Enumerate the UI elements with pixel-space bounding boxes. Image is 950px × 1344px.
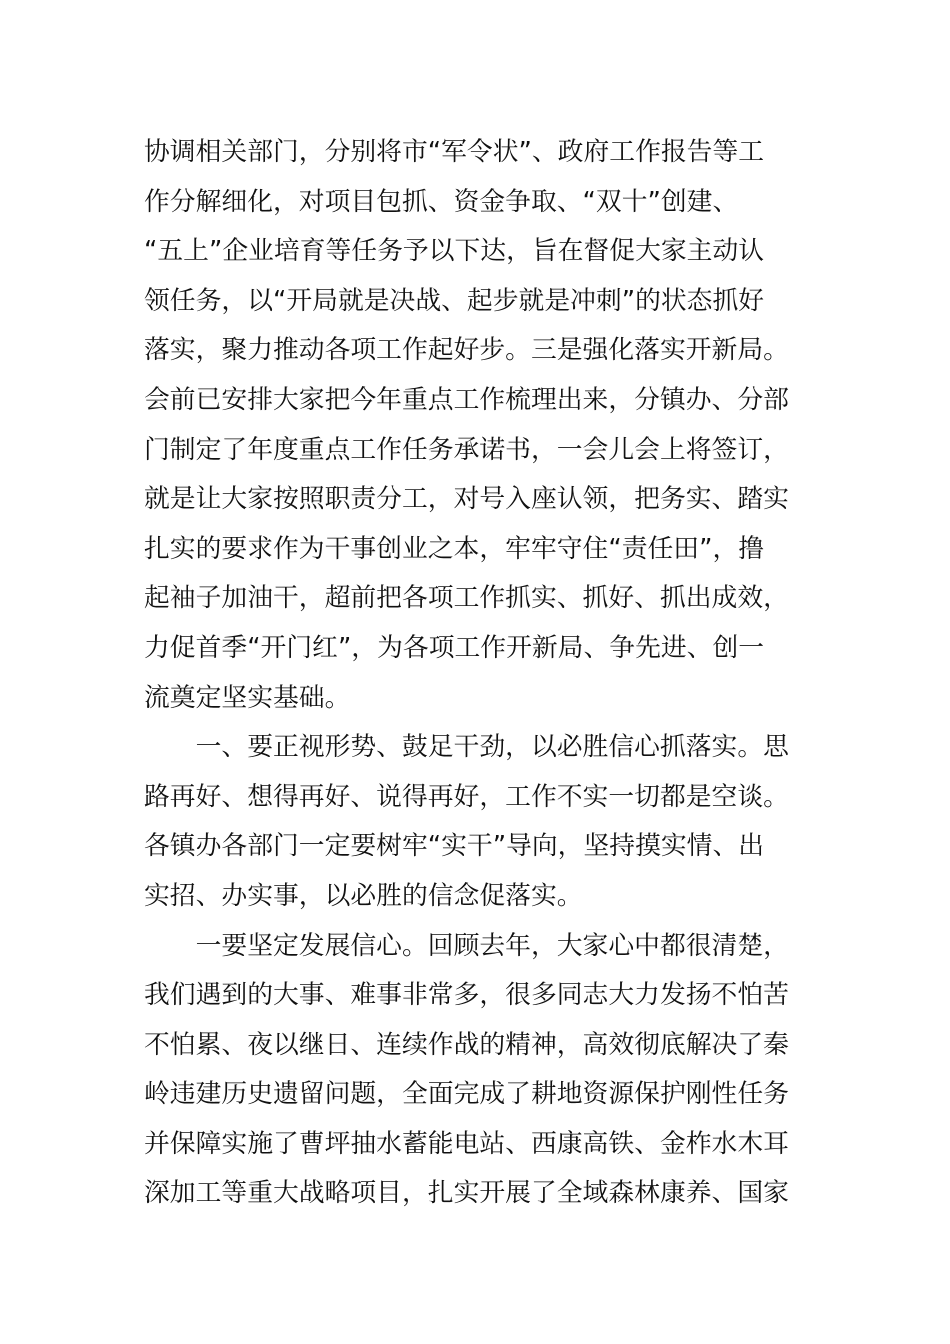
text-line: 会前已安排大家把今年重点工作梳理出来，分镇办、分部 (144, 384, 789, 415)
text-line: 并保障实施了曹坪抽水蓄能电站、西康高铁、金柞水木耳 (144, 1128, 789, 1159)
text-line: 就是让大家按照职责分工，对号入座认领，把务实、踏实 (144, 484, 789, 515)
text-line: 不怕累、夜以继日、连续作战的精神，高效彻底解决了秦 (144, 1029, 789, 1060)
text-line: 实招、办实事，以必胜的信念促落实。 (144, 880, 583, 911)
text-line: 深加工等重大战略项目，扎实开展了全域森林康养、国家 (144, 1178, 789, 1209)
text-line-indented: 一要坚定发展信心。回顾去年，大家心中都很清楚， (195, 930, 789, 961)
text-line: 作分解细化，对项目包抓、资金争取、“双十”创建、 (144, 186, 739, 217)
text-line: 各镇办各部门一定要树牢“实干”导向，坚持摸实情、出 (144, 831, 765, 862)
text-line: 落实，聚力推动各项工作起好步。三是强化落实开新局。 (144, 335, 789, 366)
paragraph-2 (144, 723, 809, 921)
text-line: 起袖子加油干，超前把各项工作抓实、抓好、抓出成效， (144, 583, 789, 614)
text-line: 力促首季“开门红”，为各项工作开新局、争先进、创一 (144, 632, 765, 663)
paragraph-3 (144, 922, 809, 1220)
paragraph-1 (144, 128, 809, 723)
text-line: 岭违建历史遗留问题，全面完成了耕地资源保护刚性任务 (144, 1079, 789, 1110)
text-line-indented: 一、要正视形势、鼓足干劲，以必胜信心抓落实。思 (195, 732, 789, 763)
text-line: 门制定了年度重点工作任务承诺书，一会儿会上将签订， (144, 434, 789, 465)
text-line: 领任务，以“开局就是决战、起步就是冲刺”的状态抓好 (144, 285, 765, 316)
text-line: 扎实的要求作为干事创业之本，牢牢守住“责任田”，撸 (144, 533, 765, 564)
text-line: 我们遇到的大事、难事非常多，很多同志大力发扬不怕苦 (144, 980, 789, 1011)
text-line: “五上”企业培育等任务予以下达，旨在督促大家主动认 (144, 236, 765, 267)
text-line: 协调相关部门，分别将市“军令状”、政府工作报告等工 (144, 137, 765, 167)
document-body (144, 128, 809, 1219)
text-line: 流奠定坚实基础。 (144, 682, 351, 713)
text-line: 路再好、想得再好、说得再好，工作不实一切都是空谈。 (144, 781, 789, 812)
